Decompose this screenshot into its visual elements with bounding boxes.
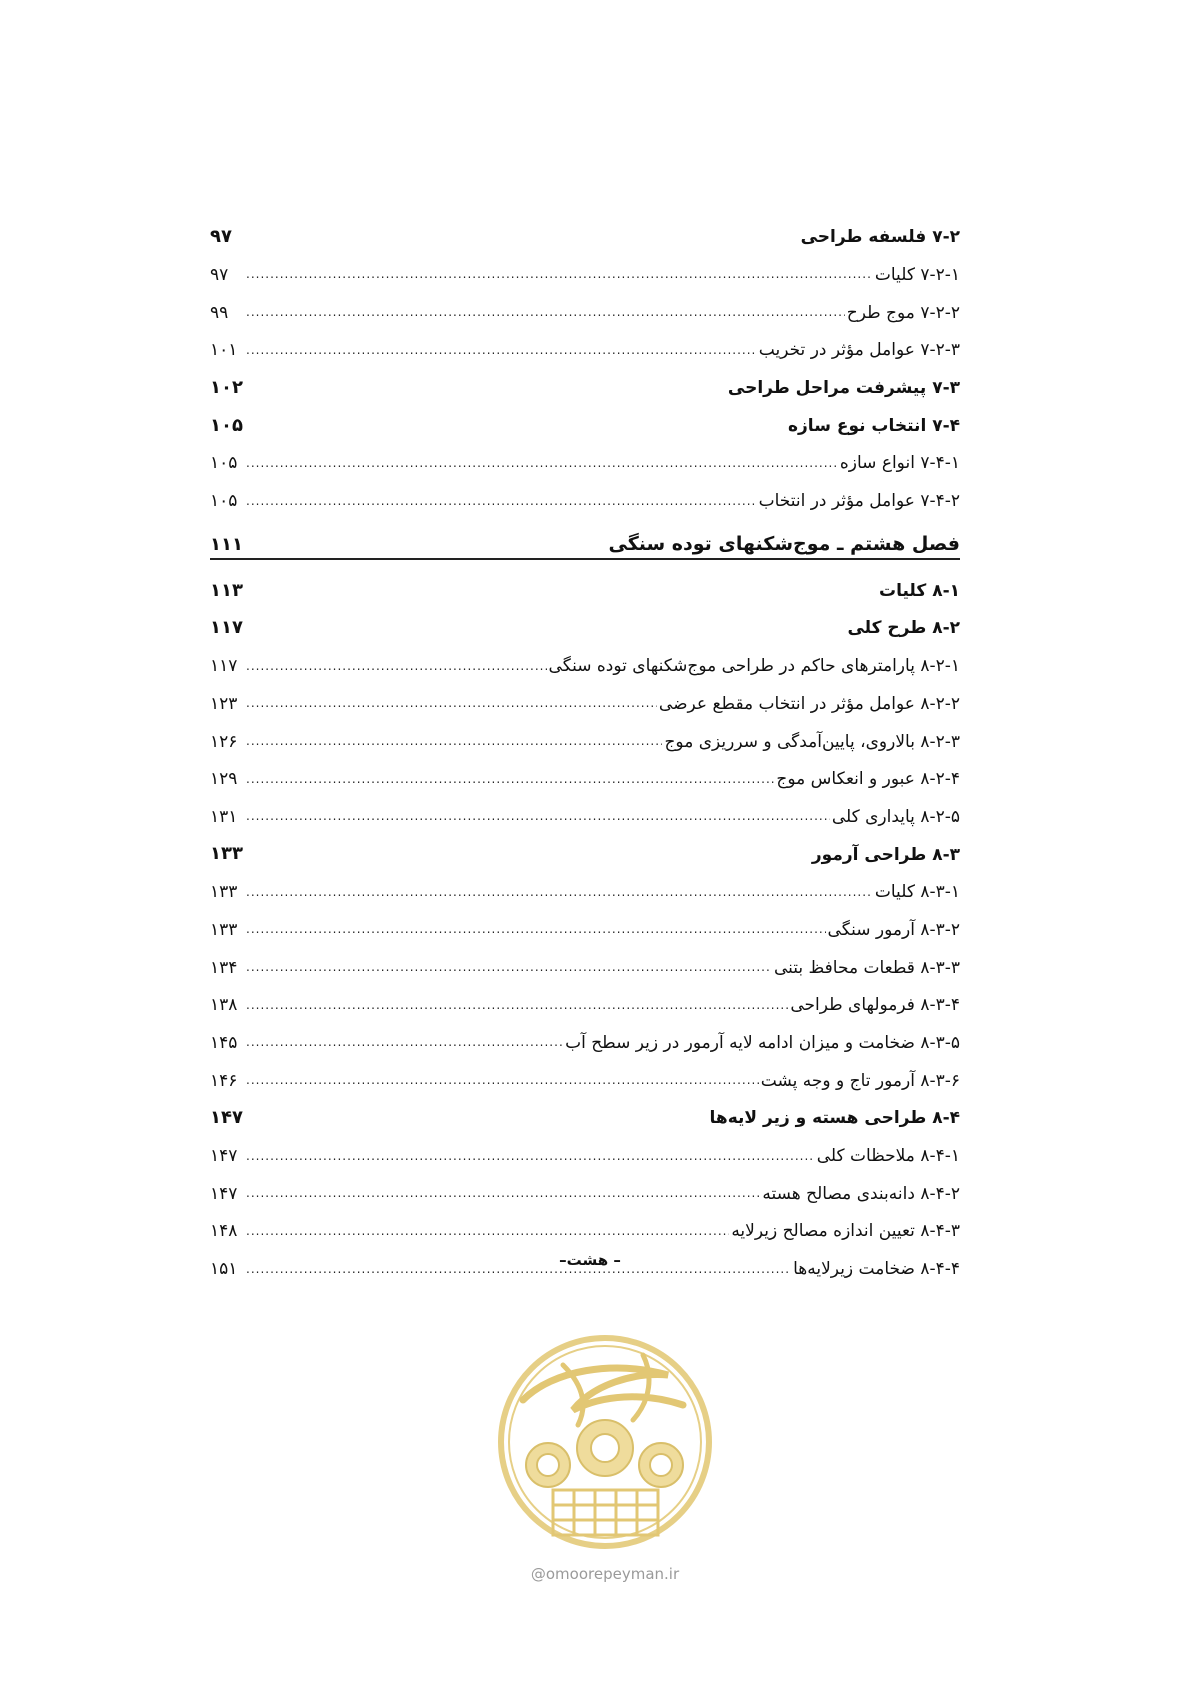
dot-leader — [246, 923, 826, 935]
toc-entry-title: ۸-۲-۴ عبور و انعکاس موج — [776, 769, 960, 790]
toc-entry[interactable] — [210, 323, 960, 361]
toc-entry[interactable] — [210, 1204, 960, 1242]
toc-entry[interactable] — [210, 752, 960, 790]
toc-entry-title: ۷-۴-۱ انواع سازه — [839, 453, 960, 474]
toc-entry[interactable] — [210, 564, 960, 602]
toc-entry-page: ۱۲۶ — [210, 731, 238, 752]
toc-entry-page: ۱۰۵ — [210, 491, 238, 512]
toc-entry[interactable] — [210, 978, 960, 1016]
dot-leader — [246, 697, 657, 709]
toc-entry[interactable] — [210, 601, 960, 639]
dot-leader — [246, 1187, 760, 1199]
toc-entry[interactable] — [210, 474, 960, 512]
toc-chapter-heading[interactable] — [210, 512, 960, 556]
toc-entry-page: ۱۳۳ — [210, 882, 238, 903]
toc-entry-title: ۸-۴-۲ دانه‌بندی مصالح هسته — [762, 1183, 960, 1204]
toc-entry-page: ۱۱۳ — [210, 579, 243, 601]
toc-entry[interactable] — [210, 210, 960, 248]
toc-entry-title: ۸-۳-۶ آرمور تاج و وجه پشت — [760, 1070, 960, 1091]
toc-entry-page: ۱۰۱ — [210, 340, 238, 361]
dot-leader — [246, 1150, 815, 1162]
toc-entry-page: ۱۴۸ — [210, 1221, 238, 1242]
toc-entry[interactable] — [210, 1053, 960, 1091]
toc-entry-title: ۷-۲ فلسفه طراحی — [800, 227, 960, 248]
toc-entry-page: ۱۴۷ — [210, 1107, 243, 1129]
dot-leader — [246, 1036, 563, 1048]
toc-entry-title: ۸-۴-۱ ملاحظات کلی — [816, 1146, 960, 1167]
toc-entry-page: ۱۰۵ — [210, 414, 243, 436]
toc-entry[interactable] — [210, 248, 960, 286]
chapter-page: ۱۱۱ — [210, 533, 243, 555]
dot-leader — [246, 1263, 791, 1275]
toc-entry-title: ۸-۴ طراحی هسته و زیر لایه‌ها — [709, 1108, 960, 1129]
toc-entry-page: ۹۹ — [210, 302, 229, 323]
toc-entry-page: ۱۳۴ — [210, 957, 238, 978]
page-number-footer: – هشت– — [559, 1251, 621, 1269]
toc-entry-page: ۹۷ — [210, 264, 229, 285]
dot-leader — [246, 1225, 729, 1237]
toc-entry[interactable] — [210, 1016, 960, 1054]
toc-entry[interactable] — [210, 1129, 960, 1167]
toc-entry-title: ۸-۳-۵ ضخامت و میزان ادامه لایه آرمور در زیر سطح آب — [565, 1033, 960, 1054]
toc-entry-title: ۸-۱ کلیات — [879, 580, 960, 601]
toc-entry[interactable] — [210, 827, 960, 865]
toc-entry-title: ۸-۲-۵ پایداری کلی — [831, 806, 960, 827]
toc-entry[interactable] — [210, 1091, 960, 1129]
toc-entry-title: ۸-۳-۳ قطعات محافظ بتنی — [773, 957, 960, 978]
dot-leader — [246, 735, 662, 747]
toc-entry-title: ۷-۲-۲ موج طرح — [846, 302, 960, 323]
toc-entry-page: ۱۰۵ — [210, 453, 238, 474]
dot-leader — [246, 773, 774, 785]
toc-entry-title: ۸-۳ طراحی آرمور — [811, 844, 960, 865]
toc-entry-title: ۸-۳-۴ فرمولهای طراحی — [790, 995, 960, 1016]
toc-entry-title: ۷-۳ پیشرفت مراحل طراحی — [727, 378, 960, 399]
toc-entry[interactable] — [210, 1167, 960, 1205]
dot-leader — [246, 457, 838, 469]
toc-entry-page: ۱۱۷ — [210, 617, 243, 639]
toc-entry[interactable] — [210, 940, 960, 978]
dot-leader — [246, 1074, 759, 1086]
chapter-divider — [210, 558, 960, 560]
toc-entry-page: ۱۰۲ — [210, 376, 243, 398]
watermark-logo-icon — [493, 1330, 718, 1560]
toc-entry-page: ۱۲۳ — [210, 693, 238, 714]
toc-entry-title: ۸-۳-۲ آرمور سنگی — [827, 919, 960, 940]
toc-entry-title: ۷-۴ انتخاب نوع سازه — [787, 415, 960, 436]
toc-entry-title: ۸-۲-۲ عوامل مؤثر در انتخاب مقطع عرضی — [658, 693, 960, 714]
toc-entry-page: ۱۴۵ — [210, 1033, 238, 1054]
dot-leader — [246, 495, 757, 507]
toc-entry[interactable] — [210, 790, 960, 828]
toc-entry-title: ۸-۲ طرح کلی — [847, 618, 960, 639]
dot-leader — [246, 268, 873, 280]
dot-leader — [246, 660, 547, 672]
toc-entry[interactable] — [210, 677, 960, 715]
dot-leader — [246, 344, 757, 356]
toc-entry[interactable] — [210, 903, 960, 941]
dot-leader — [246, 961, 772, 973]
dot-leader — [246, 886, 873, 898]
toc-entry-page: ۱۵۱ — [210, 1259, 238, 1280]
toc-entry-page: ۱۴۷ — [210, 1146, 238, 1167]
toc-entry-title: ۷-۴-۲ عوامل مؤثر در انتخاب — [758, 491, 960, 512]
dot-leader — [246, 810, 830, 822]
toc-entry-page: ۱۳۱ — [210, 806, 238, 827]
toc-entry-page: ۱۲۹ — [210, 769, 238, 790]
toc-entry[interactable] — [210, 639, 960, 677]
toc-entry[interactable] — [210, 714, 960, 752]
toc-entry-title: ۷-۲-۱ کلیات — [874, 264, 960, 285]
toc-entry[interactable] — [210, 436, 960, 474]
toc-entry-page: ۱۴۶ — [210, 1070, 238, 1091]
watermark-site-text: @omoorepeyman.ir — [530, 1565, 680, 1583]
toc-entry-title: ۸-۳-۱ کلیات — [874, 882, 960, 903]
chapter-title: فصل هشتم ـ موج‌شکنهای توده سنگی — [608, 532, 960, 555]
toc-entry-title: ۷-۲-۳ عوامل مؤثر در تخریب — [758, 340, 960, 361]
toc-entry[interactable] — [210, 398, 960, 436]
toc-entry[interactable] — [210, 285, 960, 323]
toc-entry-page: ۱۳۳ — [210, 843, 243, 865]
toc-entry-page: ۱۳۳ — [210, 919, 238, 940]
toc-entry-title: ۸-۴-۳ تعیین اندازه مصالح زیرلایه — [731, 1221, 960, 1242]
toc-entry-title: ۸-۲-۱ پارامترهای حاکم در طراحی موج‌شکنهای توده سنگی — [548, 656, 960, 677]
toc-entry-title: ۸-۴-۴ ضخامت زیرلایه‌ها — [793, 1259, 960, 1280]
toc-entry-title: ۸-۲-۳ بالاروی، پایین‌آمدگی و سرریزی موج — [664, 731, 960, 752]
table-of-contents — [210, 210, 960, 1280]
toc-entry-page: ۹۷ — [210, 226, 232, 248]
toc-entry-page: ۱۴۷ — [210, 1183, 238, 1204]
toc-entry-page: ۱۱۷ — [210, 656, 238, 677]
dot-leader — [246, 306, 845, 318]
toc-entry-page: ۱۳۸ — [210, 995, 238, 1016]
toc-entry[interactable] — [210, 361, 960, 399]
toc-entry[interactable] — [210, 865, 960, 903]
dot-leader — [246, 999, 788, 1011]
